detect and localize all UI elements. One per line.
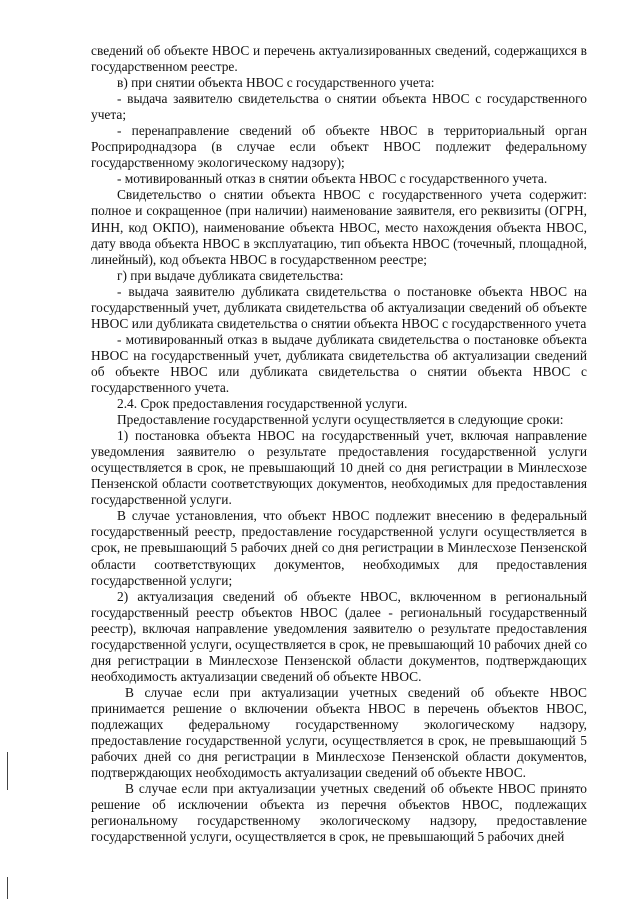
paragraph: г) при выдаче дубликата свидетельства: <box>117 267 344 283</box>
paragraph: - выдача заявителю свидетельства о снятии объекта НВОС с государственного учета; <box>91 91 587 123</box>
paragraph: Предоставление государственной услуги осуществляется в следующие сроки: <box>117 412 564 428</box>
paragraph: 2) актуализация сведений об объекте НВОС, включенном в региональный государственный реестр объектов НВОС (далее - региональный государственный реестр), включая направление уведомления заявителю о результате предоставления государственной услуги, осуществляется в срок, не превышающий 10 рабочих дней со дня регистрации в Минлесхозе Пензенской области документов, подтверждающих необходимость актуализации сведений об объекте НВОС. <box>91 588 588 684</box>
scan-edge-mark <box>7 752 8 790</box>
paragraph: - перенаправление сведений об объекте НВОС в территориальный орган Росприроднадзора (в случае если объект НВОС подлежит федеральному государственному экологическому надзору); <box>91 123 587 171</box>
paragraph: В случае если при актуализации учетных сведений об объекте НВОС принимается решение о включении объекта НВОС в перечень объектов НВОС, подлежащих федеральному государственному экологическому надзору, предоставление государственной услуги, осуществляется в срок, не превышающий 5 рабочих дней со дня регистрации в Минлесхозе Пензенской области документов, подтверждающих необходимость актуализации сведений об объекте НВОС. <box>91 684 587 781</box>
paragraph: 1) постановка объекта НВОС на государственный учет, включая направление уведомления заявителю о результате предоставления государственной услуги осуществляется в срок, не превышающий 10 дней со дня регистрации в Минлесхозе Пензенской области соответствующих документов, необходимых для предоставления государственной услуги. <box>91 428 587 508</box>
paragraph: в) при снятии объекта НВОС с государственного учета: <box>117 75 435 91</box>
paragraph: В случае если при актуализации учетных сведений об объекте НВОС принято решение об исключении объекта из перечня объектов НВОС, подлежащих региональному государственному экологическому надзору, предоставление государственной услуги, осуществляется в срок, не превышающий 5 рабочих дней <box>91 781 587 845</box>
paragraph: - мотивированный отказ в выдаче дубликата свидетельства о постановке объекта НВОС на государственный учет, дубликата свидетельства об актуализации сведений об объекте НВОС или дубликата свидетельства о снятии объекта НВОС с государственного учета. <box>91 331 587 395</box>
paragraph: сведений об объекте НВОС и перечень актуализированных сведений, содержащихся в государственном реестре. <box>91 43 587 75</box>
section-heading: 2.4. Срок предоставления государственной услуги. <box>117 396 408 412</box>
document-body <box>91 43 587 845</box>
scan-edge-mark <box>7 877 8 899</box>
paragraph: - мотивированный отказ в снятии объекта НВОС с государственного учета. <box>117 171 548 187</box>
paragraph: Свидетельство о снятии объекта НВОС с государственного учета содержит: полное и сокращенное (при наличии) наименование заявителя, его реквизиты (ОГРН, ИНН, код ОКПО), наименование объекта НВОС, место нахождения объекта НВОС, дату ввода объекта НВОС в эксплуатацию, тип объекта НВОС (точечный, площадной, линейный), код объекта НВОС в государственном реестре; <box>91 187 587 267</box>
paragraph: В случае установления, что объект НВОС подлежит внесению в федеральный государственный реестр, предоставление государственной услуги осуществляется в срок, не превышающий 5 рабочих дней со дня регистрации в Минлесхозе Пензенской области соответствующих документов, необходимых для предоставления государственной услуги; <box>91 508 587 588</box>
paragraph: - выдача заявителю дубликата свидетельства о постановке объекта НВОС на государственный учет, дубликата свидетельства об актуализации сведений об объекте НВОС или дубликата свидетельства о снятии объекта НВОС с государственного учета <box>91 283 587 331</box>
